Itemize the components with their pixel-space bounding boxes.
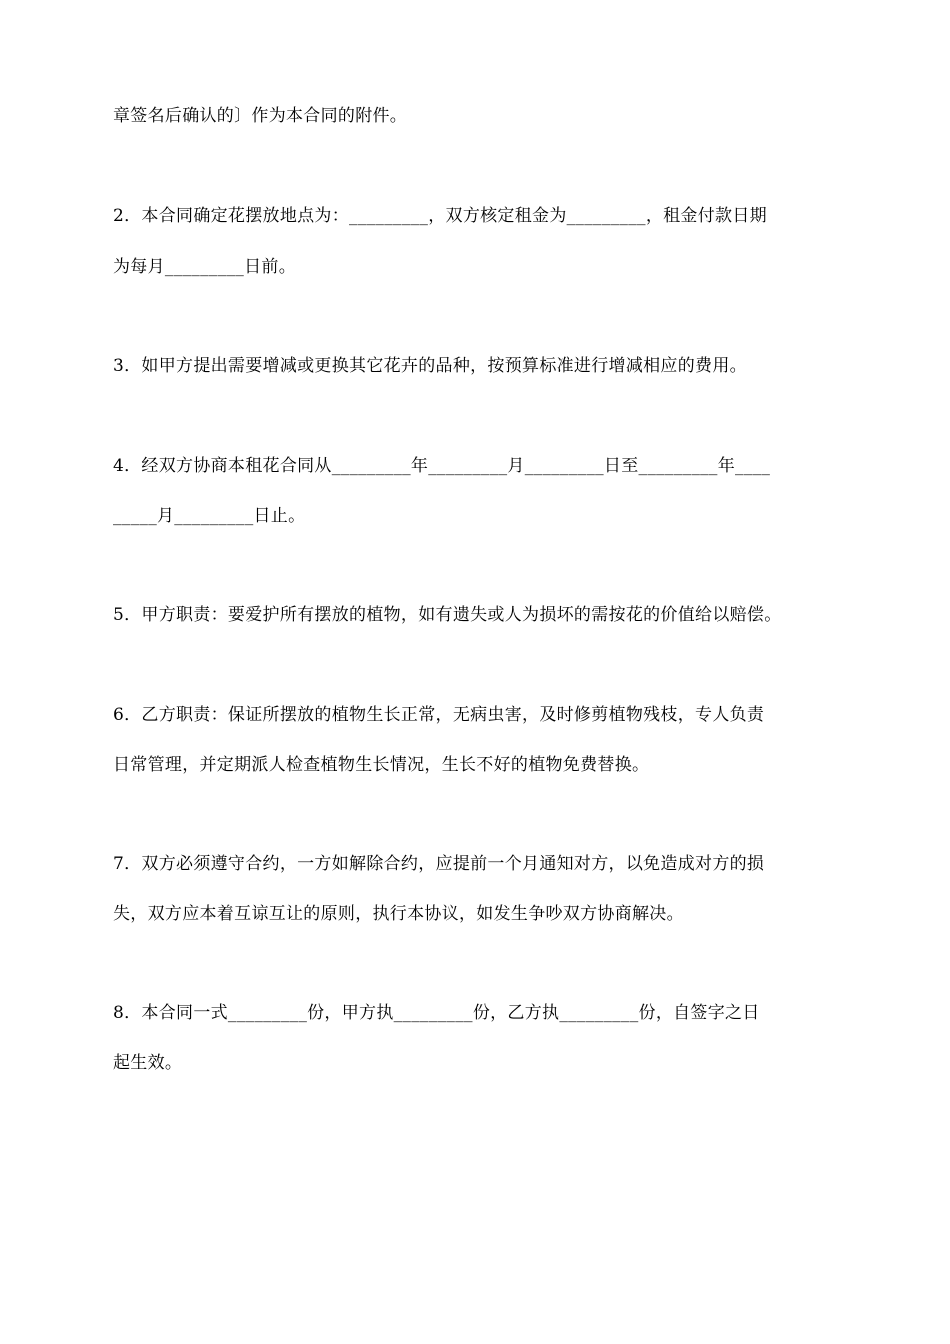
clause-8-line-1: 8．本合同一式_________份，甲方执_________份，乙方执_________份，自签字之日 [113, 1003, 760, 1023]
clause-1-continuation: 章签名后确认的〕作为本合同的附件。 [113, 106, 408, 126]
clause-4-line-1: 4．经双方协商本租花合同从_________年_________月_________日至_________年____ [113, 456, 771, 476]
clause-2-line-1: 2．本合同确定花摆放地点为：_________，双方核定租金为_________，租金付款日期 [113, 206, 767, 226]
clause-3: 3．如甲方提出需要增减或更换其它花卉的品种，按预算标准进行增减相应的费用。 [113, 356, 747, 376]
clause-5: 5．甲方职责：要爱护所有摆放的植物，如有遗失或人为损坏的需按花的价值给以赔偿。 [113, 605, 782, 625]
clause-8-line-2: 起生效。 [113, 1053, 183, 1073]
clause-7-line-2: 失，双方应本着互谅互让的原则，执行本协议，如发生争吵双方协商解决。 [113, 904, 684, 924]
clause-7-line-1: 7．双方必须遵守合约，一方如解除合约，应提前一个月通知对方，以免造成对方的损 [113, 854, 765, 874]
clause-6-line-1: 6．乙方职责：保证所摆放的植物生长正常，无病虫害，及时修剪植物残枝，专人负责 [113, 705, 765, 725]
clause-6-line-2: 日常管理，并定期派人检查植物生长情况，生长不好的植物免费替换。 [113, 755, 650, 775]
clause-4-line-2: _____月_________日止。 [113, 506, 306, 526]
clause-2-line-2: 为每月_________日前。 [113, 257, 296, 277]
